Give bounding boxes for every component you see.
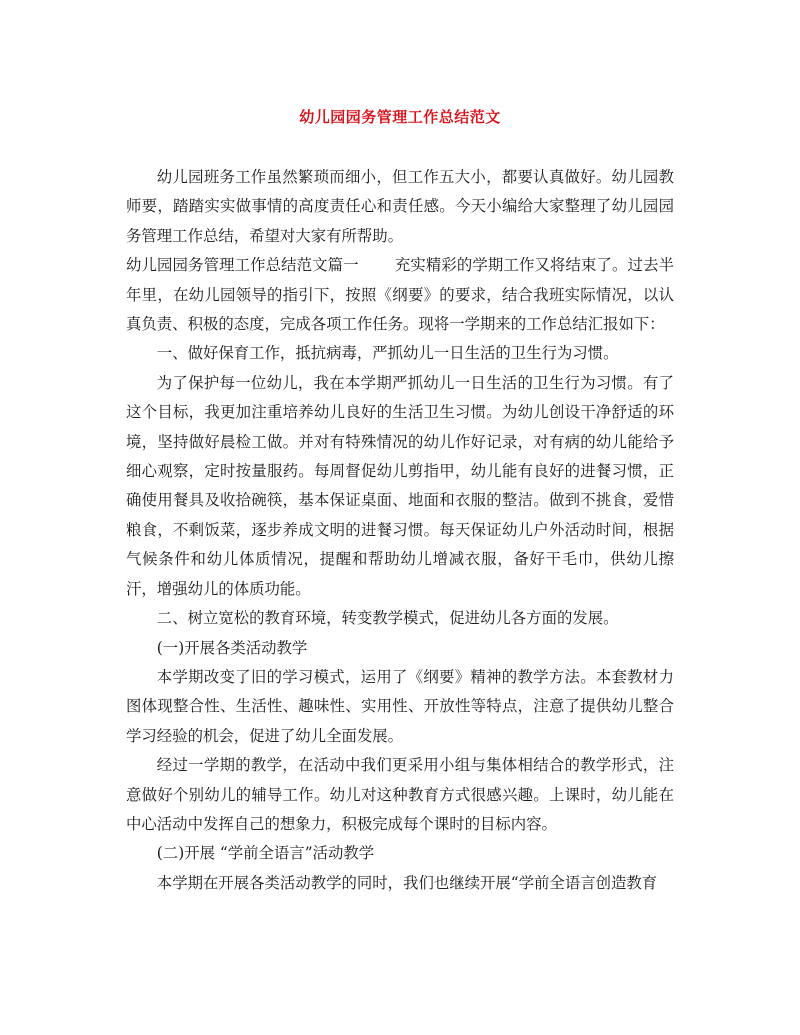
paragraph-teaching-method: 本学期改变了旧的学习模式，运用了《纲要》精神的教学方法。本套教材力图体现整合性、生活性、趣味性、实用性、开放性等特点，注意了提供幼儿整合学习经验的机会，促进了幼儿全面发展。 xyxy=(126,667,674,745)
section-text: 充实精彩的学期工作又将结束了。过去半年里，在幼儿园领导的指引下，按照《纲要》的要求，结合我班实际情况，以认真负责、积极的态度，完成各项工作任务。现将一学期来的工作总结汇报如下： xyxy=(126,256,674,334)
section-label: 幼儿园园务管理工作总结范文篇一 xyxy=(126,256,359,275)
paragraph-subheading-two: (二)开展 “学前全语言”活动教学 xyxy=(156,844,375,863)
paragraph-heading-two: 二、树立宽松的教育环境，转变教学模式，促进幼儿各方面的发展。 xyxy=(156,609,619,628)
paragraph-intro: 幼儿园班务工作虽然繁琐而细小，但工作五大小，都要认真做好。幼儿园教师要，踏踏实实做事情的高度责任心和责任感。今天小编给大家整理了幼儿园园务管理工作总结，希望对大家有所帮助。 xyxy=(126,168,674,245)
paragraph-section-one xyxy=(126,251,674,339)
document-body xyxy=(126,163,674,898)
document-title: 幼儿园园务管理工作总结范文 xyxy=(299,108,501,126)
paragraph-language-teaching: 本学期在开展各类活动教学的同时，我们也继续开展“学前全语言创造教育 xyxy=(156,873,658,892)
paragraph-heading-one: 一、做好保育工作，抵抗病毒，严抓幼儿一日生活的卫生行为习惯。 xyxy=(156,344,619,363)
paragraph-teaching-result: 经过一学期的教学，在活动中我们更采用小组与集体相结合的教学形式，注意做好个别幼儿的辅导工作。幼儿对这种教育方式很感兴趣。上课时，幼儿能在中心活动中发挥自己的想象力，积极完成每个课时的目标内容。 xyxy=(126,756,674,833)
paragraph-hygiene: 为了保护每一位幼儿，我在本学期严抓幼儿一日生活的卫生行为习惯。有了这个目标，我更加注重培养幼儿良好的生活卫生习惯。为幼儿创设干净舒适的环境，坚持做好晨检工做。并对有特殊情况的幼儿作好记录，对有病的幼儿能给予细心观察，定时按量服药。每周督促幼儿剪指甲，幼儿能有良好的进餐习惯，正确使用餐具及收拾碗筷，基本保证桌面、地面和衣服的整洁。做到不挑食，爱惜粮食，不剩饭菜，逐步养成文明的进餐习惯。每天保证幼儿户外活动时间，根据气候条件和幼儿体质情况，提醒和帮助幼儿增减衣服，备好干毛巾，供幼儿擦汗，增强幼儿的体质功能。 xyxy=(126,373,674,598)
paragraph-subheading-one: (一)开展各类活动教学 xyxy=(156,638,308,657)
